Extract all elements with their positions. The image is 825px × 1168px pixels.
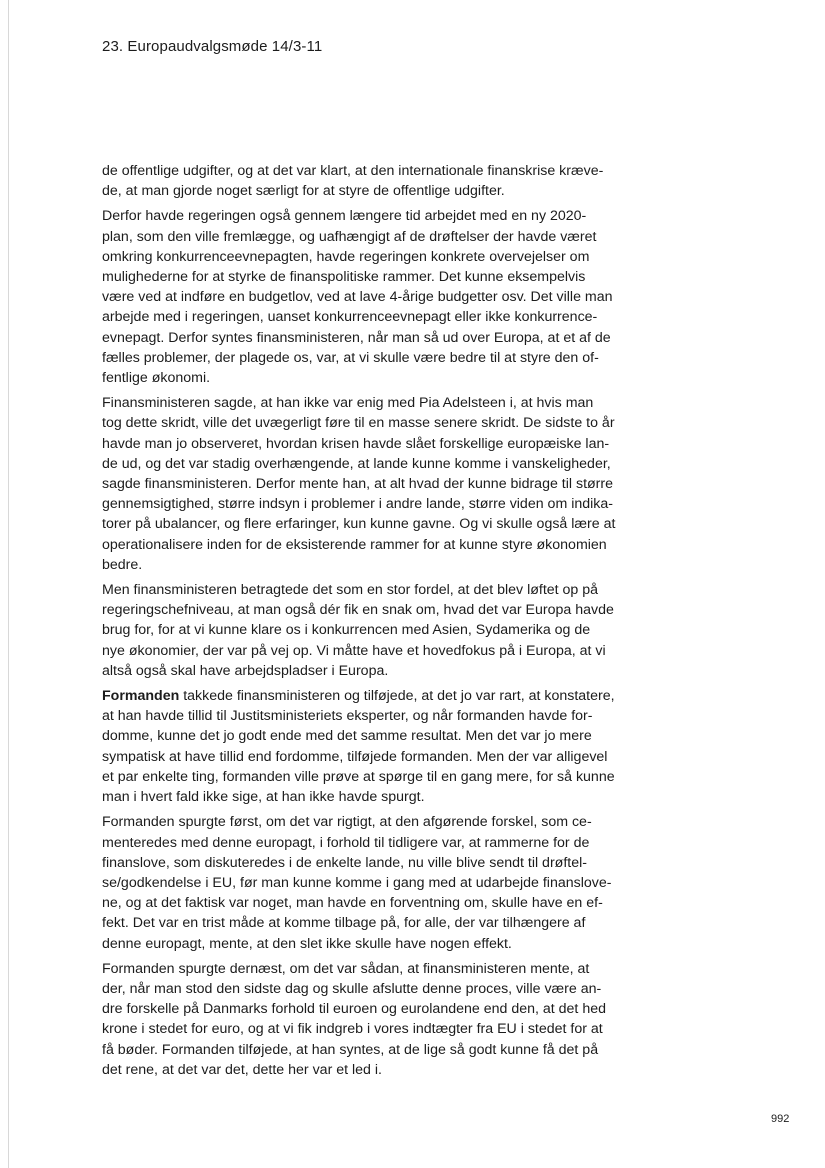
line-text: dre forskelle på Danmarks forhold til euroen og eurolandene end den, at det hed xyxy=(102,1001,606,1018)
line-text: se/godkendelse i EU, før man kunne komme i gang med at udarbejde finanslove- xyxy=(102,874,612,891)
text-line xyxy=(102,999,606,1019)
line-text: arbejde med i regeringen, uanset konkurrenceevnepagt eller ikke konkurrence- xyxy=(102,309,598,326)
paragraph xyxy=(102,580,614,681)
line-text: at han havde tillid til Justitsministeriets eksperter, og når formanden havde for- xyxy=(102,708,593,725)
paragraph xyxy=(102,959,606,1080)
line-text: altså også skal have arbejdspladser i Europa. xyxy=(102,662,389,679)
line-text: fælles problemer, der plagede os, var, at vi skulle være bedre til at styre den of- xyxy=(102,349,599,366)
text-line xyxy=(102,1040,599,1060)
text-line xyxy=(102,206,586,226)
text-line xyxy=(102,767,615,787)
text-line xyxy=(102,368,586,388)
text-line xyxy=(102,747,608,767)
line-text: tog dette skridt, ville det uvægerligt føre til en masse senere skridt. De sidste to år xyxy=(102,415,615,432)
line-text: evnepagt. Derfor syntes finansministeren, når man så ud over Europa, at et af de xyxy=(102,329,611,346)
line-text: domme, kunne det jo godt ende med det samme resultat. Men det var jo mere xyxy=(102,728,592,745)
text-line xyxy=(102,833,590,853)
line-text: krone i stedet for euro, og at vi fik indgreb i vores indtægter fra EU i stedet for at xyxy=(102,1021,603,1038)
line-text: få bøder. Formanden tilføjede, at han syntes, at de lige så godt kunne få det på xyxy=(102,1041,599,1058)
text-line xyxy=(102,641,606,661)
text-line xyxy=(102,600,614,620)
text-line xyxy=(102,934,586,954)
text-line xyxy=(102,287,613,307)
text-line xyxy=(102,413,615,433)
text-line xyxy=(102,494,613,514)
text-line xyxy=(102,328,611,348)
line-text: være ved at indføre en budgetlov, ved at lave 4-årige budgetter osv. Det ville man xyxy=(102,289,613,306)
line-text: Formanden spurgte dernæst, om det var sådan, at finansministeren mente, at xyxy=(102,960,590,977)
line-text: mulighederne for at styrke de finanspolitiske rammer. Det kunne eksempelvis xyxy=(102,269,586,286)
text-line xyxy=(102,893,603,913)
text-line xyxy=(102,161,604,181)
text-line xyxy=(102,913,586,933)
text-line xyxy=(102,580,599,600)
paragraph xyxy=(102,812,612,953)
line-text: Formanden spurgte først, om det var rigtigt, at den afgørende forskel, som ce- xyxy=(102,814,592,831)
line-text: menteredes med denne europagt, i forhold til tidligere var, at rammerne for de xyxy=(102,834,590,851)
line-text: det rene, at det var det, dette her var et led i. xyxy=(102,1061,382,1078)
line-text: de, at man gjorde noget særligt for at styre de offentlige udgifter. xyxy=(102,183,505,200)
text-line xyxy=(102,686,615,706)
line-text: der, når man stod den sidste dag og skulle afslutte denne proces, ville være an- xyxy=(102,980,602,997)
line-text: takkede finansministeren og tilføjede, at det jo var rart, at konstatere, xyxy=(179,688,615,705)
line-text: denne europagt, mente, at den slet ikke skulle have nogen effekt. xyxy=(102,935,512,952)
line-text: de offentlige udgifter, og at det var klart, at den internationale finanskrise kræve- xyxy=(102,163,604,179)
line-text: Men finansministeren betragtede det som en stor fordel, at det blev løftet op på xyxy=(102,582,599,599)
line-text: de ud, og det var stadig overhængende, at lande kunne komme i vanskeligheder, xyxy=(102,455,611,472)
text-line xyxy=(102,706,593,726)
text-line xyxy=(102,227,597,247)
text-line xyxy=(102,812,592,832)
text-line xyxy=(102,393,594,413)
line-text: Finansministeren sagde, at han ikke var enig med Pia Adelsteen i, at hvis man xyxy=(102,395,594,412)
line-text: sympatisk at have tillid end fordomme, tilføjede formanden. Men der var alligevel xyxy=(102,748,608,765)
paragraph xyxy=(102,206,613,388)
text-line xyxy=(102,474,614,494)
line-text: gennemsigtighed, større indsyn i problemer i andre lande, større viden om indika- xyxy=(102,496,613,513)
text-line xyxy=(102,454,611,474)
text-line xyxy=(102,267,586,287)
line-text: brug for, for at vi kunne klare os i konkurrencen med Asien, Sydamerika og de xyxy=(102,622,591,639)
paragraph xyxy=(102,393,616,575)
text-line xyxy=(102,434,610,454)
line-text: regeringschefniveau, at man også dér fik en snak om, hvad det var Europa havde xyxy=(102,602,614,619)
line-text: sagde finansministeren. Derfor mente han, at alt hvad der kunne bidrage til større xyxy=(102,476,614,493)
line-text: man i hvert fald ikke sige, at han ikke havde spurgt. xyxy=(102,789,425,806)
text-line xyxy=(102,661,586,681)
line-text: bedre. xyxy=(102,556,143,573)
text-line xyxy=(102,1019,603,1039)
speaker-name: Formanden xyxy=(102,688,180,705)
text-line xyxy=(102,620,591,640)
text-line xyxy=(102,873,612,893)
line-text: nye økonomier, der var på vej op. Vi måtte have et hovedfokus på i Europa, at vi xyxy=(102,642,606,659)
text-line xyxy=(102,959,590,979)
page-number: 992 xyxy=(771,1113,790,1125)
text-line xyxy=(102,514,616,534)
line-text: ne, og at det faktisk var noget, man havde en forventning om, skulle have en ef- xyxy=(102,895,603,912)
text-line xyxy=(102,348,599,368)
text-line xyxy=(102,555,586,575)
body-text xyxy=(102,161,616,1085)
line-text: fentlige økonomi. xyxy=(102,370,211,387)
text-line xyxy=(102,307,598,327)
line-text: torer på ubalancer, og flere erfaringer, kun kunne gavne. Og vi skulle også lære at xyxy=(102,516,616,533)
text-line xyxy=(102,787,586,807)
text-line xyxy=(102,535,607,555)
text-line xyxy=(102,1060,586,1080)
paragraph xyxy=(102,686,615,807)
line-text: finanslove, som diskuteredes i de enkelte lande, nu ville blive sendt til drøftel- xyxy=(102,854,587,871)
text-line xyxy=(102,181,586,201)
line-text: Derfor havde regeringen også gennem længere tid arbejdet med en ny 2020- xyxy=(102,208,587,225)
line-text: operationalisere inden for de eksisterende rammer for at kunne styre økonomien xyxy=(102,536,607,553)
line-text: plan, som den ville fremlægge, og uafhængigt af de drøftelser der havde været xyxy=(102,228,597,245)
page-header: 23. Europaudvalgsmøde 14/3-11 xyxy=(102,38,323,55)
text-line xyxy=(102,853,586,873)
line-text: et par enkelte ting, formanden ville prøve at spørge til en gang mere, for så kunne xyxy=(102,768,615,785)
line-text: fekt. Det var en trist måde at komme tilbage på, for alle, der var tilhængere af xyxy=(102,915,586,932)
text-line xyxy=(102,247,590,267)
text-line xyxy=(102,979,602,999)
line-text: omkring konkurrenceevnepagten, havde regeringen konkrete overvejelser om xyxy=(102,248,590,265)
text-line xyxy=(102,726,592,746)
paragraph xyxy=(102,161,604,201)
scan-edge xyxy=(8,0,9,1168)
line-text: havde man jo observeret, hvordan krisen havde slået forskellige europæiske lan- xyxy=(102,435,610,452)
